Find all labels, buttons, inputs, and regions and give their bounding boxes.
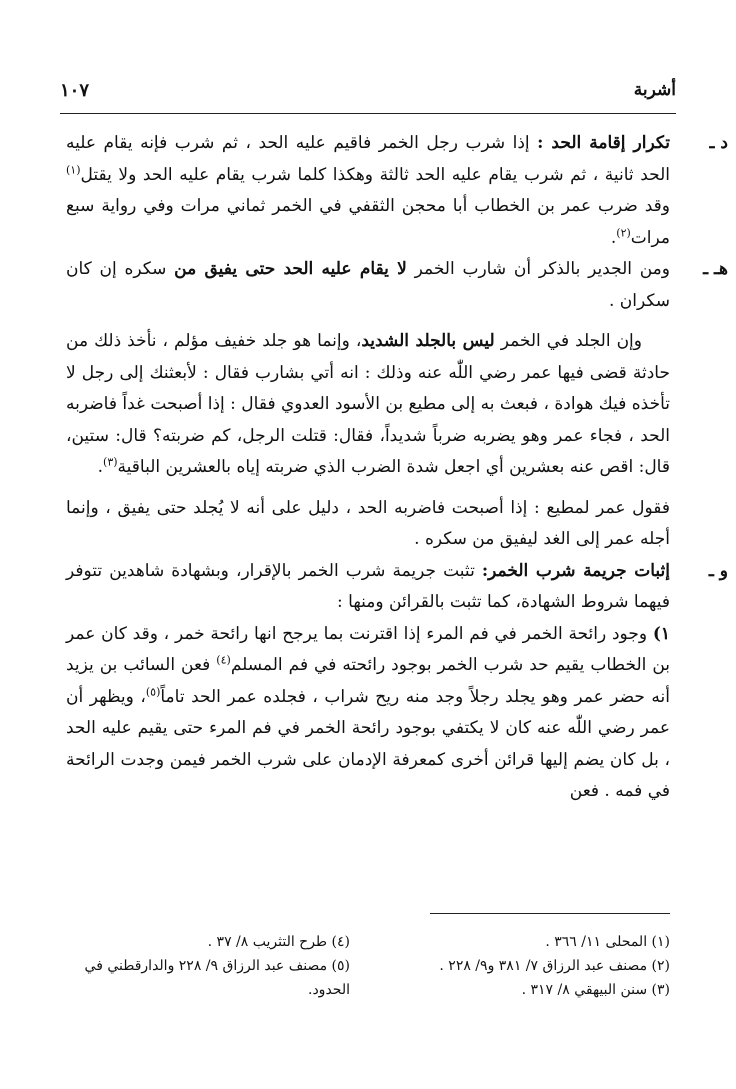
main-text bbox=[66, 128, 728, 808]
footnote-1: (١) المحلى ١١/ ٣٦٦ . bbox=[545, 934, 670, 950]
footnote-ref-5[interactable]: (٥) bbox=[145, 684, 161, 698]
qawl-paragraph bbox=[66, 493, 670, 556]
footnote-ref-2[interactable]: (٢) bbox=[616, 225, 631, 239]
item-w-marker: و ـ bbox=[708, 560, 728, 581]
subitem-1-text: وجود رائحة الخمر في فم المرء إذا اقترنت بما يرجح انها رائحة خمر ، وقد كان عمر بن الخطاب يقيم حد شرب الخمر بوجود رائحته في فم المسلم bbox=[66, 623, 671, 675]
footnote-5: (٥) مصنف عبد الرزاق ٩/ ٢٢٨ والدارقطني في الحدود. bbox=[84, 958, 350, 998]
page-number: ١٠٧ bbox=[60, 80, 90, 101]
jald-text: وإن الجلد في الخمر bbox=[494, 331, 642, 351]
item-d-text: إذا شرب رجل الخمر فاقيم عليه الحد ، ثم شرب فإنه يقام عليه الحد ثانية ، ثم شرب يقام عليه الحد ثالثة وهكذا كلما شرب يقام عليه الحد ولا يقتل bbox=[66, 133, 670, 185]
item-h-bold: لا يقام عليه الحد حتى يفيق من bbox=[174, 259, 407, 279]
jald-end: . bbox=[97, 457, 104, 477]
footnotes-right-column bbox=[370, 930, 670, 1002]
subitem-1-text-3: ، ويظهر أن عمر رضي اللّٰه عنه كان لا يكتفي بوجود رائحة الخمر في فم المرء حتى يقيم عليه الحد ، بل كان يضم إليها قرائن أخرى كمعرفة الإدمان على شرب الخمر فيمن وجدت الرائحة في فمه . فعن bbox=[66, 686, 670, 801]
footnote-rule bbox=[430, 913, 670, 914]
footnote-2: (٢) مصنف عبد الرزاق ٧/ ٣٨١ و٩/ ٢٢٨ . bbox=[439, 958, 670, 974]
jald-paragraph bbox=[66, 326, 670, 484]
item-h-text: ومن الجدير بالذكر أن شارب الخمر bbox=[406, 259, 670, 279]
item-d-text-2: وقد ضرب عمر بن الخطاب أبا محجن الثقفي في الخمر ثماني مرات وفي رواية سبع مرات bbox=[66, 196, 670, 248]
item-w bbox=[66, 556, 728, 619]
item-d-heading: تكرار إقامة الحد : bbox=[537, 133, 670, 153]
footnote-3: (٣) سنن البيهقي ٨/ ٣١٧ . bbox=[521, 982, 670, 998]
footnote-ref-3[interactable]: (٣) bbox=[103, 455, 118, 469]
footnote-ref-1[interactable]: (١) bbox=[66, 162, 81, 176]
header-rule bbox=[60, 113, 676, 114]
subitem-1-text-2: فعن السائب بن يزيد أنه حضر عمر وهو يجلد رجلاً وجد منه ريح شراب ، فجلده عمر الحد تاماً bbox=[66, 655, 670, 707]
jald-text-2: ، وإنما هو جلد خفيف مؤلم ، نأخذ ذلك من حادثة قضى فيها عمر رضي اللّٰه عنه وذلك : انه أتي بشارب فقال : لأبعثنك إلى رجل لا تأخذه فيك هوادة ، فبعث به إلى مطيع بن الأسود العدوي فقال : إذا أصبحت غداً فاضربه الحد ، فجاء عمر وهو يضربه ضرباً شديداً، فقال: قتلت الرجل، كم ضربته؟ قال: ستين، قال: اقص عنه بعشرين أي اجعل شدة الضرب الذي ضربته إياه بالعشرين الباقية bbox=[66, 331, 670, 477]
item-d-text-3: . bbox=[610, 227, 617, 248]
page-header bbox=[60, 80, 676, 106]
item-w-text: تثبت جريمة شرب الخمر بالإقرار، وبشهادة شاهدين تتوفر فيهما شروط الشهادة، كما تثبت بالقرائن ومنها : bbox=[66, 560, 670, 612]
footnote-ref-4[interactable]: (٤) bbox=[216, 653, 231, 667]
subitem-1-marker: ١) bbox=[652, 623, 671, 644]
item-d bbox=[66, 128, 728, 254]
item-h-text-2: سكره إن كان سكران . bbox=[66, 259, 670, 311]
item-h bbox=[66, 254, 728, 317]
subitem-1 bbox=[66, 619, 670, 808]
item-w-heading: إثبات جريمة شرب الخمر: bbox=[481, 560, 670, 581]
running-title: أشربة bbox=[633, 80, 676, 100]
qawl-text: فقول عمر لمطيع : إذا أصبحت فاضربه الحد ، دليل على أنه لا يُجلد حتى يفيق ، وإنما أجله عمر إلى الغد ليفيق من سكره . bbox=[66, 497, 670, 549]
item-h-marker: هـ ـ bbox=[703, 259, 728, 279]
jald-bold: ليس بالجلد الشديد bbox=[361, 331, 495, 351]
footnote-4: (٤) طرح التثريب ٨/ ٣٧ . bbox=[207, 934, 350, 950]
footnotes-left-column bbox=[50, 930, 350, 1002]
item-d-marker: د ـ bbox=[709, 133, 728, 153]
